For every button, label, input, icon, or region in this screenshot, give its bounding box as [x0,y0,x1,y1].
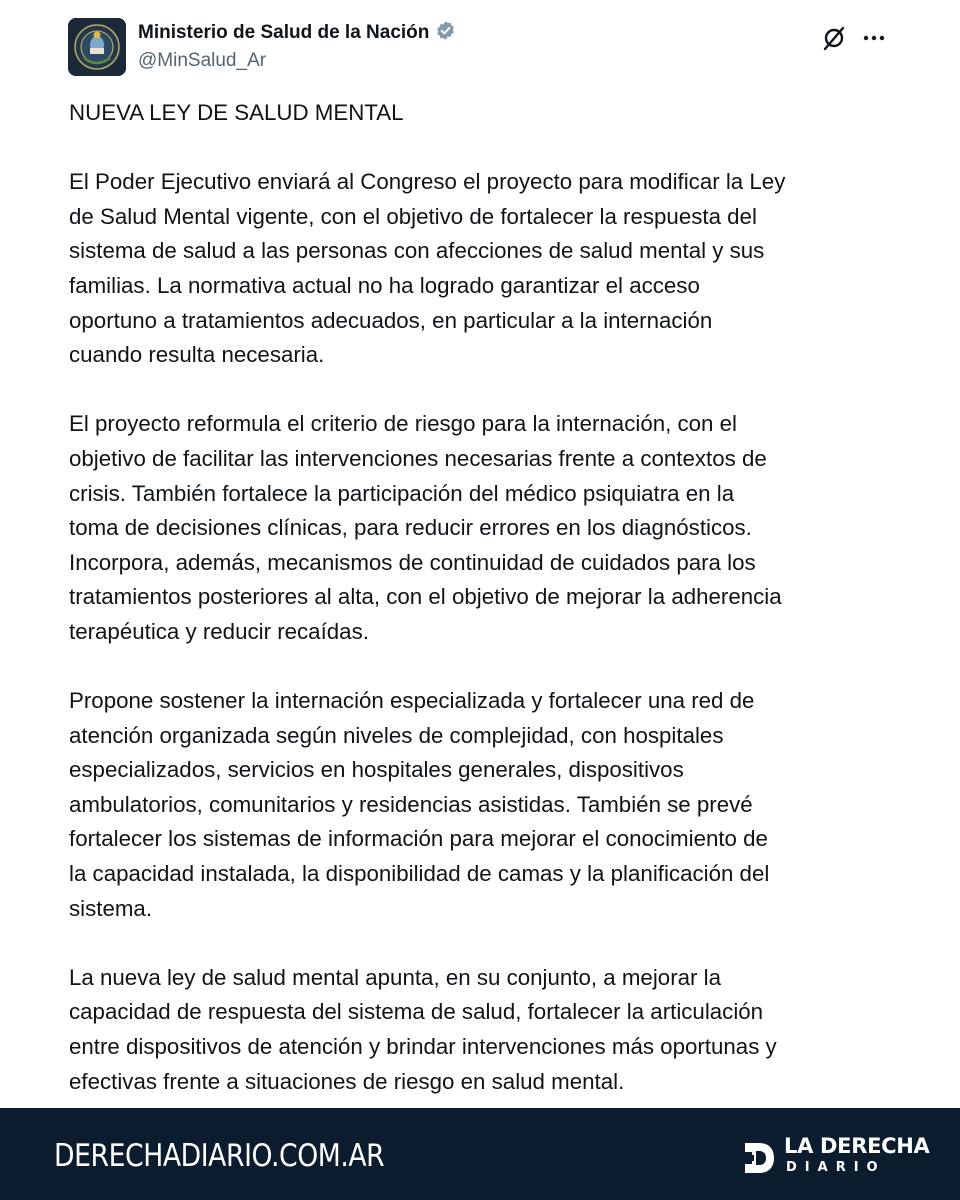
footer-logo-line2: DIARIO [786,1160,886,1175]
footer-logo-line1: LA DERECHA [784,1134,930,1158]
post-header [68,16,908,76]
more-options-icon[interactable] [860,24,888,52]
la-derecha-logo-icon [742,1140,776,1176]
post-paragraph-1: El Poder Ejecutivo enviará al Congreso el proyecto para modificar la Ley de Salud Mental vigente, con el objetivo de fortalecer la respuesta del sistema de salud a las personas con afecciones de salud mental y sus familias. La normativa actual no ha logrado garantizar el acceso oportuno a tratamientos adecuados, en particular a la internación cuando resulta necesaria. [69,169,786,368]
post-title: NUEVA LEY DE SALUD MENTAL [69,100,404,125]
grok-icon[interactable] [820,24,848,52]
brand-footer [0,1108,960,1200]
post-paragraph-2: El proyecto reformula el criterio de riesgo para la internación, con el objetivo de facilitar las intervenciones necesarias frente a contextos de crisis. También fortalece la participación del médico psiquiatra en la toma de decisiones clínicas, para reducir errores en los diagnósticos. Incorpora, además, mecanismos de continuidad de cuidados para los tratamientos posteriores al alta, con el objetivo de mejorar la adherencia terapéutica y reducir recaídas. [69,411,782,644]
account-handle[interactable]: @MinSalud_Ar [138,50,267,71]
footer-site-url: DERECHADIARIO.COM.AR [54,1138,385,1174]
government-seal-icon [68,18,126,76]
avatar[interactable] [68,18,126,76]
account-name-text[interactable]: Ministerio de Salud de la Nación [138,22,430,43]
post-paragraph-4: La nueva ley de salud mental apunta, en su conjunto, a mejorar la capacidad de respuesta del sistema de salud, fortalecer la articulación entre dispositivos de atención y brindar intervenciones más oportunas y efectivas frente a situaciones de riesgo en salud mental. [69,964,777,1094]
post-body [69,96,899,1134]
footer-logo [742,1134,930,1178]
post-paragraph-3: Propone sostener la internación especializada y fortalecer una red de atención organizada según niveles de complejidad, con hospitales especializados, servicios en hospitales generales, dispositivos ambulatorios, comunitarios y residencias asistidas. También se prevé fortalecer los sistemas de información para mejorar el conocimiento de la capacidad instalada, la disponibilidad de camas y la planificación del sistema. [69,688,770,921]
account-name[interactable] [138,20,456,47]
verified-badge-icon [435,20,456,47]
